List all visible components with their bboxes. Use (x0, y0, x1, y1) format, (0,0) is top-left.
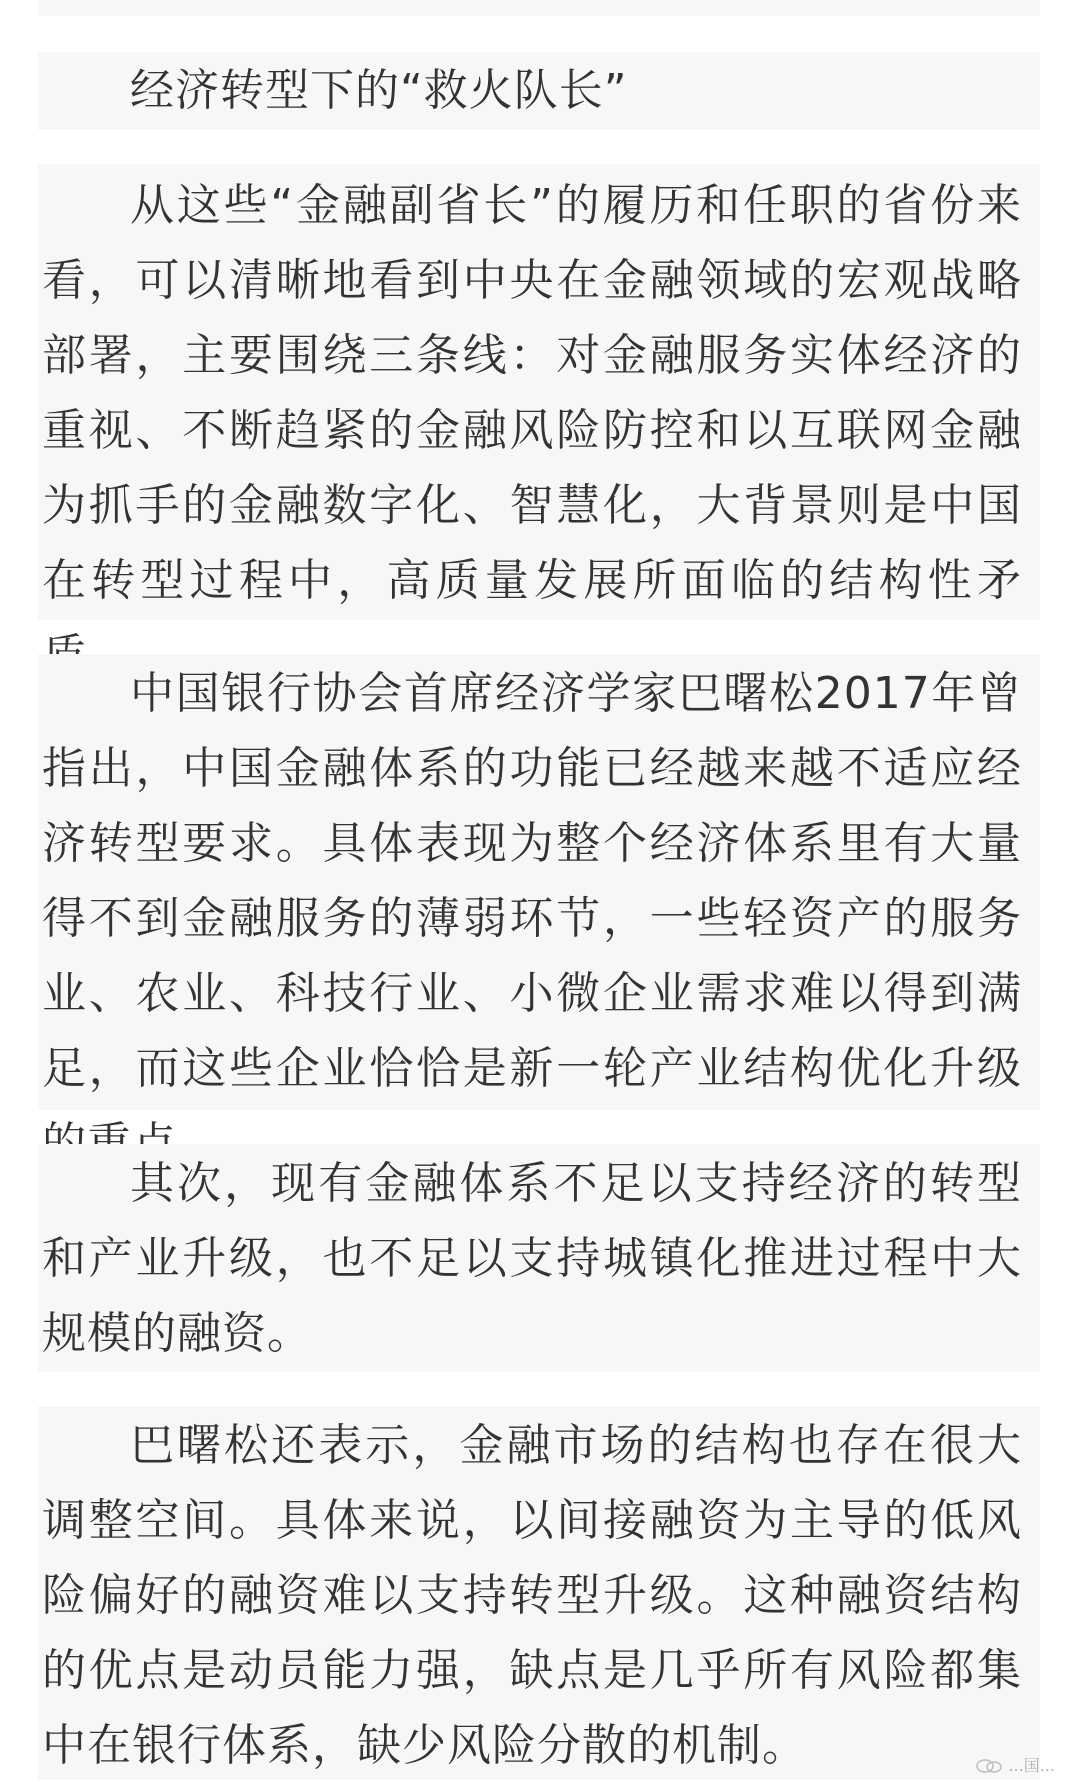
paragraph: 从这些“金融副省长”的履历和任职的省份来看，可以清晰地看到中央在金融领域的宏观战略部署，主要围绕三条线：对金融服务实体经济的重视、不断趋紧的金融风险防控和以互联网金融为抓手的金融数字化、智慧化，大背景则是中国在转型过程中，高质量发展所面临的结构性矛 (42, 180, 1022, 606)
paragraph-block (38, 654, 1040, 1110)
paragraph: 巴曙松还表示，金融市场的结构也存在很大调整空间。具体来说，以间接融资为主导的低风险偏好的融资难以支持转型升级。这种融资结构的优点是动员能力强，缺点是几乎所有风险都集中在银行体系，缺少风险分散的机制。 (42, 1420, 1022, 1771)
paragraph-block (38, 164, 1040, 620)
previous-paragraph-edge (38, 0, 1040, 16)
paragraph-block (38, 1406, 1040, 1780)
paragraph: 中国银行协会首席经济学家巴曙松2017年曾指出，中国金融体系的功能已经越来越不适应经济转型要求。具体表现为整个经济体系里有大量得不到金融服务的薄弱环节，一些轻资产的服务业、农业、科技行业、小微企业需求难以得到满足，而这些企业恰恰是新一轮产业结构优化升级 (42, 668, 1022, 1094)
section-heading: 经济转型下的“救火队长” (130, 65, 628, 116)
watermark (976, 1756, 1055, 1776)
paragraph-block (38, 1144, 1040, 1372)
section-heading-block (38, 52, 1040, 130)
wechat-icon (976, 1759, 1002, 1773)
watermark-text: ...国... (1008, 1756, 1055, 1775)
paragraph: 其次，现有金融体系不足以支持经济的转型和产业升级，也不足以支持城镇化推进过程中大规模的融资。 (42, 1158, 1022, 1359)
